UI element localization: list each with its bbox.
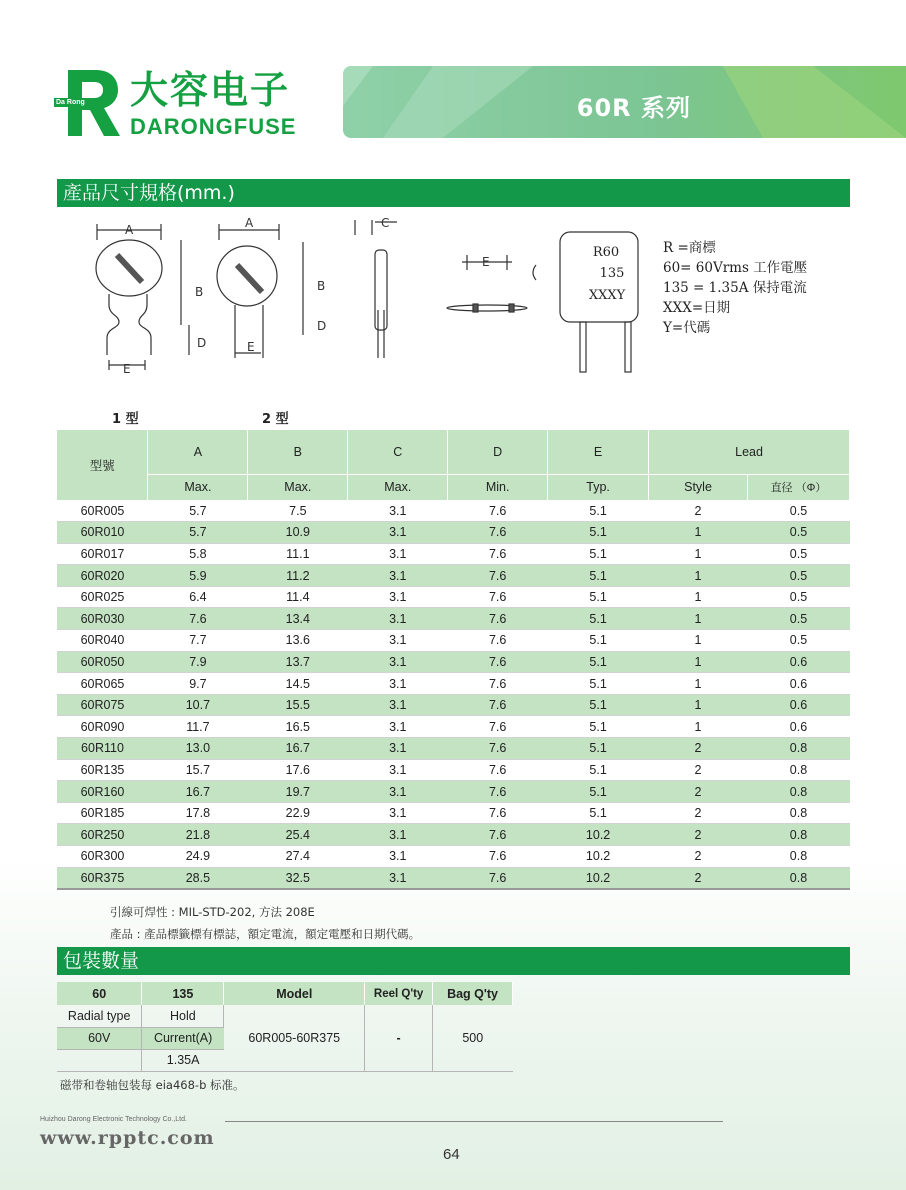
model-cell: 60R250 (57, 824, 148, 846)
table-cell: 7.6 (448, 608, 548, 630)
table-cell: 16.5 (248, 716, 348, 738)
pack-voltage: 60V (57, 1027, 142, 1049)
table-cell: 15.7 (148, 759, 248, 781)
dim-d-type2: D (317, 319, 327, 333)
dim-a-type2: A (245, 216, 254, 230)
table-cell: 11.1 (248, 543, 348, 565)
model-cell: 60R005 (57, 500, 148, 522)
table-cell: 3.1 (348, 824, 448, 846)
table-cell: 3.1 (348, 738, 448, 760)
header-c: C (348, 430, 448, 474)
table-row (57, 586, 850, 608)
table-cell: 2 (649, 824, 748, 846)
series-title: 60R 系列 (576, 94, 691, 122)
table-cell: 21.8 (148, 824, 248, 846)
table-cell: 5.7 (148, 522, 248, 544)
logo-chinese: 大容电子 (130, 68, 291, 112)
table-cell: 5.1 (548, 543, 649, 565)
table-cell: 3.1 (348, 781, 448, 803)
table-cell: 14.5 (248, 673, 348, 695)
table-cell: 5.1 (548, 716, 649, 738)
section-dimensions-title: 產品尺寸規格(mm.) (57, 179, 850, 207)
table-cell: 13.0 (148, 738, 248, 760)
table-cell: 19.7 (248, 781, 348, 803)
table-cell: 7.6 (448, 867, 548, 889)
footer-divider (225, 1121, 723, 1122)
type1-label: 1 型 (112, 412, 139, 427)
table-cell: 13.4 (248, 608, 348, 630)
table-row (57, 781, 850, 803)
table-cell: 0.5 (747, 500, 849, 522)
table-row (57, 543, 850, 565)
pack-header-model: Model (224, 982, 365, 1005)
header-model: 型號 (57, 430, 148, 500)
table-cell: 17.8 (148, 802, 248, 824)
table-cell: 16.7 (248, 738, 348, 760)
table-cell: 5.1 (548, 586, 649, 608)
legend-voltage: 60= 60Vrms 工作電壓 (663, 260, 808, 276)
table-cell: 3.1 (348, 608, 448, 630)
packing-table (57, 982, 513, 1072)
table-cell: 3.1 (348, 651, 448, 673)
pack-empty-cell (57, 1049, 142, 1071)
table-row (57, 867, 850, 889)
table-cell: 17.6 (248, 759, 348, 781)
table-cell: 5.1 (548, 608, 649, 630)
table-cell: 10.2 (548, 867, 649, 889)
dim-e-front: E (482, 255, 490, 269)
dim-a-type1: A (125, 223, 134, 237)
dim-e-type2: E (247, 340, 255, 354)
model-cell: 60R065 (57, 673, 148, 695)
model-cell: 60R025 (57, 586, 148, 608)
table-cell: 6.4 (148, 586, 248, 608)
table-cell: 10.7 (148, 694, 248, 716)
header-b: B (248, 430, 348, 474)
table-cell: 7.5 (248, 500, 348, 522)
table-cell: 7.6 (448, 522, 548, 544)
table-cell: 9.7 (148, 673, 248, 695)
table-cell: 3.1 (348, 630, 448, 652)
table-cell: 5.1 (548, 781, 649, 803)
header-a: A (148, 430, 248, 474)
table-cell: 13.7 (248, 651, 348, 673)
table-cell: 5.9 (148, 565, 248, 587)
table-cell: 3.1 (348, 759, 448, 781)
table-cell: 3.1 (348, 867, 448, 889)
table-cell: 0.5 (747, 522, 849, 544)
table-cell: 1 (649, 565, 748, 587)
table-cell: 7.6 (448, 802, 548, 824)
dim-b-type2: B (317, 279, 326, 293)
table-cell: 2 (649, 759, 748, 781)
header-d: D (448, 430, 548, 474)
legend-date: XXX=日期 (663, 300, 731, 316)
subheader-a: Max. (148, 474, 248, 500)
table-row (57, 759, 850, 781)
table-cell: 22.9 (248, 802, 348, 824)
table-row (57, 802, 850, 824)
table-cell: 0.8 (747, 824, 849, 846)
table-cell: 1 (649, 586, 748, 608)
table-cell: 0.8 (747, 781, 849, 803)
subheader-diameter: 直径 （Φ） (747, 474, 849, 500)
table-cell: 1 (649, 522, 748, 544)
table-body (57, 500, 850, 889)
company-logo (54, 68, 314, 138)
pack-header-bag: Bag Q'ty (433, 982, 513, 1005)
pack-hold: Hold (142, 1005, 224, 1027)
table-cell: 3.1 (348, 673, 448, 695)
table-cell: 7.6 (448, 759, 548, 781)
table-cell: 0.6 (747, 673, 849, 695)
model-cell: 60R375 (57, 867, 148, 889)
subheader-d: Min. (448, 474, 548, 500)
table-cell: 0.6 (747, 651, 849, 673)
table-row (57, 500, 850, 522)
table-cell: 13.6 (248, 630, 348, 652)
table-cell: 3.1 (348, 543, 448, 565)
model-cell: 60R050 (57, 651, 148, 673)
legend-code: Y=代碼 (663, 320, 711, 336)
model-cell: 60R017 (57, 543, 148, 565)
logo-small-text: Da Rong (56, 99, 85, 106)
table-cell: 7.6 (448, 543, 548, 565)
table-cell: 0.6 (747, 716, 849, 738)
pack-current-value: 1.35A (142, 1049, 224, 1071)
table-cell: 7.6 (448, 846, 548, 868)
table-cell: 24.9 (148, 846, 248, 868)
section-packing-title: 包裝數量 (57, 947, 850, 975)
table-cell: 0.5 (747, 543, 849, 565)
table-cell: 1 (649, 543, 748, 565)
table-cell: 7.6 (448, 586, 548, 608)
table-cell: 7.6 (448, 651, 548, 673)
table-cell: 0.5 (747, 586, 849, 608)
table-cell: 27.4 (248, 846, 348, 868)
model-cell: 60R300 (57, 846, 148, 868)
table-cell: 7.6 (448, 500, 548, 522)
table-row (57, 522, 850, 544)
dim-e-type1: E (123, 362, 131, 376)
table-cell: 5.1 (548, 802, 649, 824)
table-cell: 2 (649, 781, 748, 803)
table-cell: 7.6 (448, 738, 548, 760)
table-cell: 7.6 (448, 565, 548, 587)
table-cell: 5.7 (148, 500, 248, 522)
page-number: 64 (443, 1146, 460, 1163)
table-cell: 5.1 (548, 522, 649, 544)
pack-header-60: 60 (57, 982, 142, 1005)
table-cell: 16.7 (148, 781, 248, 803)
logo-english: DARONGFUSE (130, 114, 297, 139)
model-cell: 60R160 (57, 781, 148, 803)
solderability-note: 引線可焊性 : MIL-STD-202, 方法 208E (110, 905, 315, 919)
subheader-style: Style (649, 474, 748, 500)
table-cell: 0.5 (747, 608, 849, 630)
table-cell: 3.1 (348, 586, 448, 608)
table-cell: 5.1 (548, 651, 649, 673)
pack-radial-type: Radial type (57, 1005, 142, 1027)
table-cell: 25.4 (248, 824, 348, 846)
table-cell: 2 (649, 802, 748, 824)
table-cell: 1 (649, 716, 748, 738)
table-cell: 7.6 (448, 781, 548, 803)
legend-current: 135 = 1.35A 保持電流 (663, 280, 807, 296)
marking-note: 產品 : 產品標籤標有標誌，額定電流，額定電壓和日期代碼。 (110, 927, 421, 941)
table-cell: 10.2 (548, 846, 649, 868)
marking-legend (663, 238, 807, 338)
footer-url[interactable]: www.rpptc.com (40, 1127, 215, 1149)
pack-header-135: 135 (142, 982, 224, 1005)
pack-reel-qty: - (365, 1005, 433, 1071)
table-cell: 7.6 (448, 673, 548, 695)
pack-model: 60R005-60R375 (224, 1005, 365, 1071)
dimension-table (57, 430, 850, 890)
dim-c: C (381, 216, 390, 230)
chip-text-135: 135 (599, 266, 625, 281)
table-cell: 7.9 (148, 651, 248, 673)
table-cell: 1 (649, 694, 748, 716)
model-cell: 60R040 (57, 630, 148, 652)
table-row (57, 608, 850, 630)
table-cell: 0.5 (747, 630, 849, 652)
chip-text-r60: R60 (592, 245, 620, 260)
table-cell: 7.6 (448, 824, 548, 846)
footer-company: Huizhou Darong Electronic Technology Co.,Ltd. (40, 1116, 187, 1123)
table-cell: 0.8 (747, 867, 849, 889)
model-cell: 60R110 (57, 738, 148, 760)
table-row (57, 565, 850, 587)
table-cell: 11.4 (248, 586, 348, 608)
table-row (57, 651, 850, 673)
table-cell: 5.1 (548, 738, 649, 760)
header-lead: Lead (649, 430, 850, 474)
table-cell: 28.5 (148, 867, 248, 889)
table-cell: 7.7 (148, 630, 248, 652)
table-row (57, 738, 850, 760)
model-cell: 60R135 (57, 759, 148, 781)
dim-b-type1: B (195, 285, 204, 299)
table-cell: 10.9 (248, 522, 348, 544)
model-cell: 60R030 (57, 608, 148, 630)
table-row (57, 846, 850, 868)
dim-d-type1: D (197, 336, 207, 350)
table-cell: 5.1 (548, 500, 649, 522)
table-cell: 1 (649, 651, 748, 673)
subheader-c: Max. (348, 474, 448, 500)
legend-trademark: R =商標 (663, 240, 716, 256)
table-cell: 2 (649, 500, 748, 522)
subheader-e: Typ. (548, 474, 649, 500)
chip-text-xxxy: XXXY (588, 288, 626, 303)
table-cell: 7.6 (148, 608, 248, 630)
subheader-b: Max. (248, 474, 348, 500)
table-cell: 7.6 (448, 716, 548, 738)
table-row (57, 673, 850, 695)
model-cell: 60R090 (57, 716, 148, 738)
table-row (57, 716, 850, 738)
table-row (57, 824, 850, 846)
table-cell: 0.5 (747, 565, 849, 587)
table-cell: 10.2 (548, 824, 649, 846)
table-cell: 2 (649, 738, 748, 760)
table-cell: 3.1 (348, 716, 448, 738)
table-row (57, 694, 850, 716)
table-cell: 5.8 (148, 543, 248, 565)
header-e: E (548, 430, 649, 474)
table-cell: 3.1 (348, 846, 448, 868)
table-cell: 1 (649, 630, 748, 652)
table-cell: 0.8 (747, 846, 849, 868)
table-cell: 7.6 (448, 694, 548, 716)
table-cell: 11.2 (248, 565, 348, 587)
table-cell: 5.1 (548, 565, 649, 587)
table-row (57, 630, 850, 652)
table-cell: 1 (649, 608, 748, 630)
table-cell: 0.6 (747, 694, 849, 716)
model-cell: 60R010 (57, 522, 148, 544)
model-cell: 60R020 (57, 565, 148, 587)
table-cell: 3.1 (348, 500, 448, 522)
packing-note: 磁带和卷轴包装每 eia468-b 标准。 (60, 1078, 245, 1092)
table-cell: 3.1 (348, 565, 448, 587)
table-cell: 0.8 (747, 759, 849, 781)
table-cell: 11.7 (148, 716, 248, 738)
model-cell: 60R185 (57, 802, 148, 824)
table-cell: 15.5 (248, 694, 348, 716)
table-cell: 1 (649, 673, 748, 695)
table-cell: 5.1 (548, 694, 649, 716)
table-cell: 0.8 (747, 738, 849, 760)
table-cell: 3.1 (348, 802, 448, 824)
table-cell: 5.1 (548, 630, 649, 652)
table-cell: 2 (649, 867, 748, 889)
pack-bag-qty: 500 (433, 1005, 513, 1071)
table-cell: 3.1 (348, 694, 448, 716)
table-cell: 5.1 (548, 759, 649, 781)
table-cell: 5.1 (548, 673, 649, 695)
table-cell: 2 (649, 846, 748, 868)
table-cell: 7.6 (448, 630, 548, 652)
pack-current-label: Current(A) (142, 1027, 224, 1049)
series-banner (343, 66, 906, 138)
table-cell: 3.1 (348, 522, 448, 544)
model-cell: 60R075 (57, 694, 148, 716)
type2-label: 2 型 (262, 412, 289, 427)
table-cell: 0.8 (747, 802, 849, 824)
table-cell: 32.5 (248, 867, 348, 889)
pack-header-reel: Reel Q'ty (365, 982, 433, 1005)
